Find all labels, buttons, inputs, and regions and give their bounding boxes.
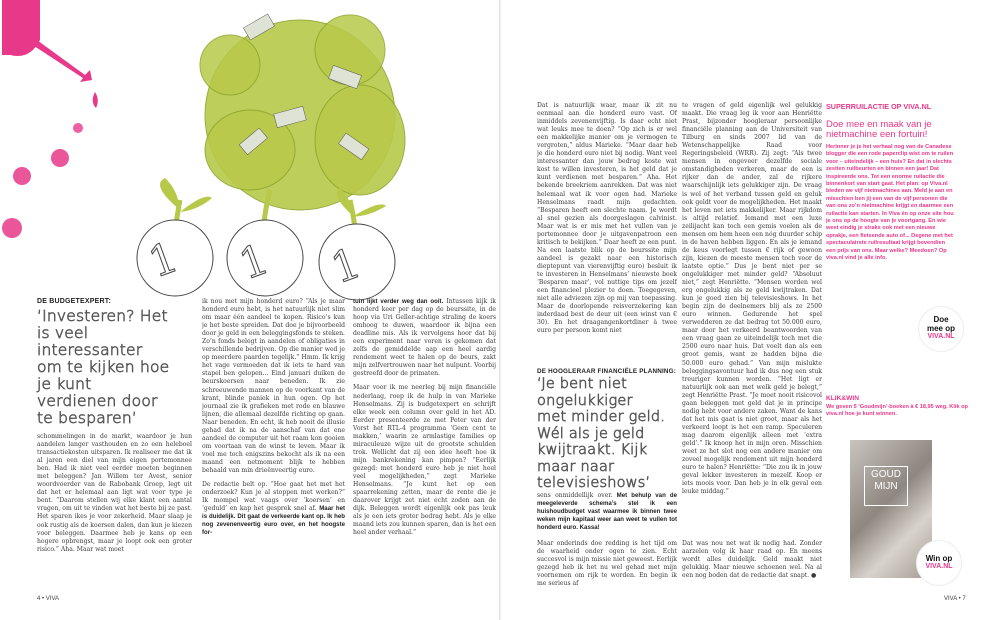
sidebar-heading: SUPERRUILACTIE OP VIVA.NL — [826, 102, 932, 111]
end-mark: ● — [811, 572, 817, 580]
book-title: GOUD MIJN — [864, 466, 908, 506]
right-kicker: DE HOOGLERAAR FINANCIËLE PLANNING: — [537, 368, 677, 375]
money-tree-illustration — [0, 0, 520, 300]
left-kicker: DE BUDGETEXPERT: — [37, 298, 111, 305]
right-column-1a: Dat is natuurlijk waar, maar ik zit nu eenmaal aan die honderd euro vast. Of inmiddels zevenenvijftig. Is daar echt niet wat leuks mee te doen? “Op zich is er wel een makkelijke manier om je vermogen te vergroten,” aldus Marieke. “Maar daar heb je die honderd euro niet bij nodig. Want veel interessanter dan jouw bedrag koste wat kost te willen investeren, is het geld dat je kunt verdienen met besparen.” Aha. Het bekende breekriem aanrekken. Dat was niet helemaal wat ik voor ogen had. Marieke Henselmans raadt mijn gedachten. “Besparen heeft een slechte naam. Je wordt al snel gezien als doorgeslagen calvinist. Maar wat is er mis met het vullen van je portemonnee door je uitgavenpatroon een kritisch te bekijken.” Daar heeft ze een punt. Na een laatste blik op de beurssite mijn aandeel is gezakt naar een historisch dieptepunt van vierenvijftig euro) besluit ik te investeren in Henselmans’ nieuwste boek ‘Besparen maar’, vol nuttige tips om jezelf een financieel plezier te doen. Toegegeven, niet alle adviezen zijn op mij van toepassing. Maar de doorlopende reisverzekering kan inderdaad best de deur uit (een winst van € 30). En het draagangenkortdiner à twee euro per persoon komt niet — [537, 102, 677, 335]
svg-text:1: 1 — [232, 233, 275, 290]
right-column-1b: sens onmiddellijk over. Met behulp van de meegeleverde schema’s stel ik een huishoudbudget vast waarmee ik binnen twee weken mijn kapitaal weer aan weet te vullen tot honderd euro. Kassa! — [537, 492, 677, 532]
doe-mee-badge[interactable]: Doe mee op VIVA.NL — [918, 306, 964, 352]
right-column-1c: Maar onderinds doe redding is het tijd om de waarheid onder ogen te zien. Echt succesvol is mijn missie niet geweest. Eerlijk gezegd heb ik het nu wel gehad met mijn voornemen om rijk te worden. En begin ik me serieus af — [537, 540, 677, 588]
euro-coins — [137, 220, 395, 300]
right-pull-quote: ‘Je bent niet ongelukkiger met minder geld. Wél als je geld kwijtraakt. Kijk maar naar televisieshows’ — [537, 376, 666, 491]
right-page-footer: VIVA • 7 — [944, 596, 966, 602]
win-op-badge[interactable]: Win op VIVA.NL — [916, 540, 962, 586]
page-gutter — [499, 0, 501, 620]
sidebar-body: Herinner je je het verhaal nog van de Canadese blogger die een rode paperclip wist om te ruilen voor – uiteindelijk – een huis? En dat in slechts zestien ruilbeurten en binnen een jaar! Dat inspireerde ons. Tot een enorme ruilactie die binnenkort van start gaat. Het plan: op Viva.nl bieden we vijf nietmachines aan. Meld je aan en misschien ben jij een van de vijf personen die van ons zo’n nietmachine krijgt en daarmee een ruilactie kan starten. In Viva én op onze site hou je ons op de hoogte van je voortgang. En wie weet eindig je straks ook met een nieuwe oprakje, een fietsende auto of... Degene met het spectaculairste ruilresultaat krijgt bovendien een prijs van ons. Maar welke? Meedoen? Op viva.nl vind je alle info. — [826, 144, 954, 262]
left-column-2: ik nou met mijn honderd euro? “Als je maar honderd euro hebt, is het natuurlijk niet slim om maar één aandeel te kopen. Risico’s kun je het beste spreiden. Dat doe je bijvoorbeeld door je geld in een beleggingsfonds te steken. Zo’n fonds belegt in aandelen of obligaties in verschillende bedrijven. Op die manier wed je op meerdere paarden tegelijk.” Hmm. Ik krijg het vage vermoeden dat ik iets te hard van stapel ben gelopen... Eind januari duiken de beurskoersen naar beneden. Ik zie schreeuwende mannen op de voorkant van de krant, blinde paniek in hun ogen. Op het journaal zie ik grafieken met rode en blauwe lijnen, die allemaal dezelfde richting op gaan. Naar beneden. En echt, ik heb nooit de illusie gehad dat ik na de aanschaf van dat ene aandeel de computer uit het raam kon gooien om voortaan van de winst te leven. Maar ik voel me toch enigszins bekocht als ik na een maand een netmoment blijk te hebben behaald van min drieënveertig euro. De redactie belt op. “Hoe gaat het met het onderzoek? Kun je al stoppen met werken?” Ik mompel wat vaags over ‘koersen’ en ‘geduld’ en kap het gesprek snel af. Maar het is duidelijk. Dit gaat de verkeerde kant op. Ik heb nog zevenenveertig euro over, en het hoogste for- — [202, 298, 345, 537]
left-page-footer: 4 • VIVA — [37, 596, 59, 602]
left-column-1: schommelingen in de markt, waardoor je hun aandelen langer vasthouden en zo een heleboel transactiekosten uitsparen. Ik realiseer me dat ik al jaren een diel van mijn eigen portemonnee ben. Had ik niet veel eerder moeten beginnen met beleggen? Jan Willem ter Avest, senior woordvoerder van de Rabobank Groep, legt uit dat het er helemaal aan ligt wat voor type je bent. “Daarom stellen wij elke klant een aantal vragen, om uit te vinden wat het beste bij ze past. Het sparen ikes je voor zekerheid. Maar slaap je ook rustig als de koersen dalen, dan kun je kiezen voor beleggen. Daarmee heb je kans op een hogere opbrengst, maar je loopt ook een groter risico.” Aha. Maar wat moet — [37, 433, 192, 553]
left-column-3: tuin lijkt verder weg dan ooit. Intussen kijk ik honderd keer per dag op de beurssite, in de hoop via Uri Geller-achtige straling de koers omhoog te duwen, waardoor ik bijna een deadline mis. Als ik vervolgens hoor dat bij een experiment naar voren is gekomen dat zelfs de gemiddelde aap een heel aardig rendement weet te halen op de beurs, zakt mijn zelfvertrouwen naar het nulpunt. Voorbij gestreefd door de primaten. Maar voor ik me neerleg bij mijn financiële nederlaag, roep ik de hulp in van Marieke Henselmans. Zij is budgetexpert en schrijft elke week een column over geld in het AD. Eerder presenteerde ze met Peter van der Vorst het RTL-4 programma ‘Geen cent te makken,’ waarin ze armlastige families op miraculeuze wijze uit de grootste schulden trok. Wellicht dat zij een idee heeft hoe ik mijn bankrekening kan pimpen? “Eerlijk gezegd: met honderd euro heb je niet heel veel mogelijkheden,” zegt Marieke Henselmans. “Je kunt het op een spaarrekening zetten, maar de rente die je daarover krijgt zet niet echt zoden aan de dijk. Beleggen wordt eigenlijk ook pas leuk als je een iets groter bedrag hebt. Als je elke maand iets zou kunnen sparen, dan is het een heel ander verhaal.” — [353, 298, 496, 537]
klik-win-heading: KLIK&WIN — [826, 395, 859, 402]
right-column-2b: Dat was nou net wat ik nodig had. Zonder aarzelen volg ik haar raad op. En meens wordt alles duidelijk. Geld maakt niet gelukkig. Maar nieuwe schoenen wel. Na al een nog boden dat de redactie dat snapt. ● — [682, 540, 822, 580]
watering-can-icon — [2, 0, 98, 238]
svg-text:1: 1 — [324, 237, 367, 294]
right-column-2a: te vragen of geld eigenlijk wel gelukkig maakt. Die vraag leg ik voor aan Henriëtte Prast, bijzonder hoogleraar persoonlijke financiële planning aan de Universiteit van Tilburg en sinds 2007 lid van de Wetenschappelijke Raad voor Regeringsbeleid (WRR). Zij zegt: “Als twee mensen in ongeveer dezelfde sociale omstandigheden verkeren, maar de een is rijker dan de ander, zal de rijkere waarschijnlijk iets gelukkiger zijn. De vraag is wel of het verband tussen geld en geluk ook geldt voor de mogelijkheden. Het maakt het leven net iets makkelijker. Maar rijkdom is altijd relatief. Iemand met een luxe zeilijacht kan toch een gemis voelen als de mensen om hem heen een nóg duurder schip in de haven hebben liggen. En als je iemand de keus voorlegt tussen € rijk of gewoon zijn, kiezen de meeste mensen toch voor de laatste optie.” Dus je bent niet per se ongelukkiger met minder geld? “Absoluut niet,” zegt Henriëtte. “Mensen worden wel erg ongelukkig als ze geld kwijtraken. Dat kun je goed zien bij televisieshows. In het begin zijn de deelnemers blij als ze 2500 euro winnen. Gedurende het spel verwedderen ze dat bedrag tot 50.000 euro, maar door het verkeerd beantwoorden van een vraag gaan ze uiteindelijk toch met die 2500 euro naar huis. Dat voelt dan als een groot gemis, want ze hadden bijna die 50.000 euro gehad.” Van mijn mislukte beleggingsavontuur had ik dus nog een stuk treuriger kunnen worden. “Het ligt er natuurlijk ook aan met welk geld je belegt,” zegt Henriëtte Prast. “Je moet nooit risicovol gaan beleggen met geld dat je in principe nodig hebt voor andere zaken. Want de kans dat het mis gaat is niet groot, maar als het verkeerd loopt is het een ramp. Speculeren mag daarom eigenlijk alleen met ‘extra geld’.” Ik knoop het in mijn oren. Misschien weet ze het slot nog een andere manier om zoveel mogelijk rendement uit mijn honderd euro te halen? Henriëtte: “Die zou ik in jouw geval lekker investeren in mezelf. Koop er iets moois voor. Dan heb je in elk geval een leuke middag.” — [682, 102, 822, 496]
svg-text:1: 1 — [142, 232, 185, 288]
sidebar-title: Doe mee en maak van je nietmachine een fortuin! — [826, 119, 932, 140]
left-headline: ‘Investeren? Het is veel interessanter om te kijken hoe je kunt verdienen door te besparen’ — [37, 307, 170, 427]
klik-win-body: We geven 5 ‘Goudmijn’-boeken à € 18,95 weg. Klik op viva.nl hoe je kunt winnen. — [826, 404, 968, 418]
